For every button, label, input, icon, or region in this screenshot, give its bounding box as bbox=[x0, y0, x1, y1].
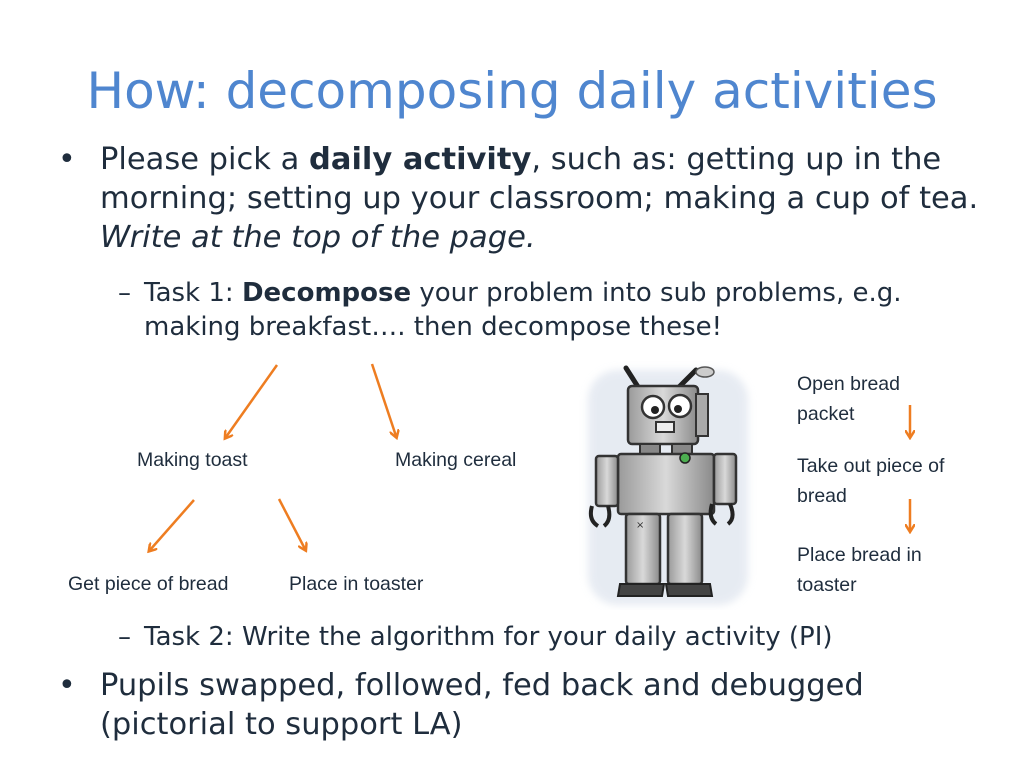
slide-title: How: decomposing daily activities bbox=[86, 62, 938, 120]
task-1-bold: Decompose bbox=[241, 278, 412, 308]
task-2 bbox=[118, 620, 998, 654]
arrow-to-bread bbox=[150, 500, 194, 550]
bullet-1-bold: daily activity bbox=[309, 142, 532, 177]
robot-illustration bbox=[578, 360, 758, 610]
bullet-dot: • bbox=[58, 142, 76, 177]
task-2-dash: – bbox=[118, 622, 131, 652]
step-1: Open bread packet bbox=[797, 373, 900, 425]
node-get-bread: Get piece of bread bbox=[68, 573, 229, 595]
node-making-cereal: Making cereal bbox=[395, 449, 517, 471]
svg-text:×: × bbox=[636, 520, 645, 531]
task-2-text: Task 2: Write the algorithm for your daily activity (PI) bbox=[144, 622, 833, 652]
arrow-to-toast bbox=[226, 365, 277, 437]
task-1 bbox=[118, 276, 978, 344]
bullet-1-italic: Write at the top of the page. bbox=[100, 220, 536, 255]
bullet-1-text bbox=[100, 140, 988, 257]
arrow-to-toaster bbox=[279, 499, 305, 549]
task-1-text bbox=[144, 276, 978, 344]
bullet-1-text-a: Please pick a bbox=[100, 142, 310, 177]
task-1-dash: – bbox=[118, 278, 131, 308]
node-place-toaster: Place in toaster bbox=[289, 573, 424, 595]
bullet-1-text-b: , such as: getting up in the morning; setting up your classroom; making a cup of tea. bbox=[100, 142, 979, 216]
node-making-toast: Making toast bbox=[137, 449, 248, 471]
bullet-2-text: Pupils swapped, followed, fed back and debugged (pictorial to support LA) bbox=[100, 668, 864, 742]
step-3: Place bread in toaster bbox=[797, 544, 922, 596]
bullet-1 bbox=[58, 140, 988, 257]
task-1-rest: your problem into sub problems, e.g. making breakfast…. then decompose these! bbox=[144, 278, 902, 342]
bullet-2 bbox=[58, 666, 988, 744]
arrow-to-cereal bbox=[372, 364, 396, 436]
task-1-prefix: Task 1: bbox=[144, 278, 242, 308]
step-2: Take out piece of bread bbox=[797, 455, 945, 507]
bullet-dot: • bbox=[58, 668, 76, 703]
